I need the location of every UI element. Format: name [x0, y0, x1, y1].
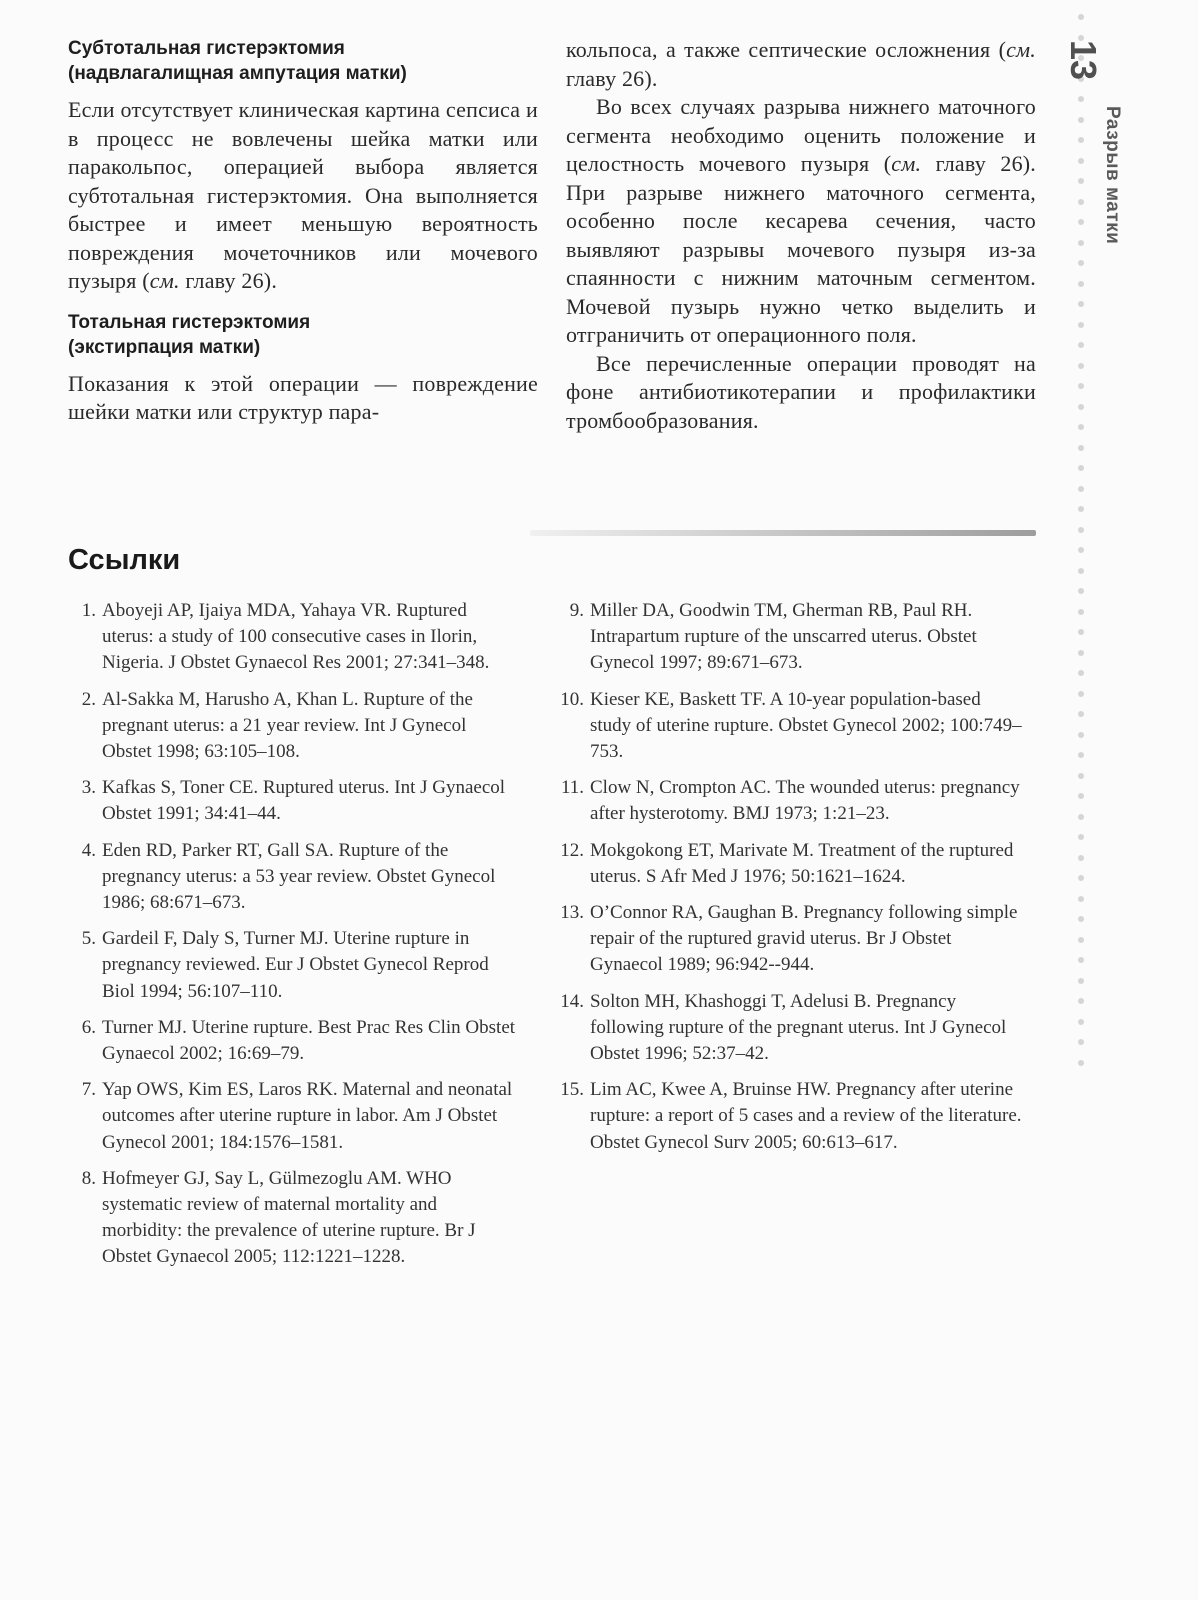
- section-heading-total: Тотальная гистерэктомия (экстирпация матки): [68, 311, 311, 358]
- reference-number: 7.: [81, 1079, 96, 1101]
- margin-dot: [1078, 752, 1084, 758]
- reference-item: [556, 598, 1026, 677]
- reference-text: O’Connor RA, Gaughan B. Pregnancy following simple repair of the ruptured gravid uterus. Br J Obstet Gynaecol 1989; 96:942--944.: [590, 902, 1018, 976]
- right-text-column: [566, 36, 1036, 449]
- margin-dot: [1078, 916, 1084, 922]
- reference-item: [556, 838, 1026, 890]
- left-text-column: [68, 36, 538, 441]
- margin-dot: [1078, 465, 1084, 471]
- reference-text: Lim AC, Kwee A, Bruinse HW. Pregnancy after uterine rupture: a report of 5 cases and a review of the literature. Obstet Gynecol Surv 2005; 60:613–617.: [590, 1079, 1022, 1153]
- reference-number: 15.: [560, 1079, 584, 1101]
- reference-text: Miller DA, Goodwin TM, Gherman RB, Paul RH. Intrapartum rupture of the unscarred uterus. Obstet Gynecol 1997; 89:671–673.: [590, 600, 977, 674]
- reference-number: 8.: [81, 1167, 96, 1189]
- margin-dot: [1078, 281, 1084, 287]
- reference-number: 9.: [569, 600, 584, 621]
- margin-dot: [1078, 711, 1084, 717]
- reference-item: [68, 1077, 520, 1156]
- margin-dot: [1078, 875, 1084, 881]
- chapter-number: 13: [1063, 40, 1104, 81]
- references-list-right: [556, 598, 1026, 1166]
- margin-dot: [1078, 404, 1084, 410]
- margin-dot: [1078, 527, 1084, 533]
- margin-dot: [1078, 342, 1084, 348]
- reference-number: 10.: [560, 688, 584, 710]
- margin-dot: [1078, 486, 1084, 492]
- reference-text: Al-Sakka M, Harusho A, Khan L. Rupture of the pregnant uterus: a 21 year review. Int J Gynecol Obstet 1998; 63:105–108.: [102, 688, 473, 763]
- reference-text: Gardeil F, Daly S, Turner MJ. Uterine rupture in pregnancy reviewed. Eur J Obstet Gynecol Reprod Biol 1994; 56:107–110.: [102, 928, 489, 1002]
- margin-dot: [1078, 240, 1084, 246]
- reference-number: 14.: [560, 990, 584, 1012]
- margin-dot: [1078, 588, 1084, 594]
- margin-dot: [1078, 137, 1084, 143]
- section-heading-subtotal: Субтотальная гистерэктомия (надвлагалищная ампутация матки): [68, 38, 407, 84]
- margin-dot: [1078, 629, 1084, 635]
- section-divider: [530, 530, 1036, 536]
- margin-dot: [1078, 609, 1084, 615]
- margin-dot: [1078, 732, 1084, 738]
- margin-dot: [1078, 937, 1084, 943]
- reference-text: Turner MJ. Uterine rupture. Best Prac Res Clin Obstet Gynaecol 2002; 16:69–79.: [102, 1016, 516, 1065]
- reference-text: Hofmeyer GJ, Say L, Gülmezoglu AM. WHO systematic review of maternal mortality and morbidity: the prevalence of uterine rupture. Br J Obstet Gynaecol 2005; 112:1221–1228.: [102, 1167, 476, 1268]
- margin-dot: [1078, 178, 1084, 184]
- reference-item: [556, 900, 1026, 979]
- reference-text: Kafkas S, Toner CE. Ruptured uterus. Int J Gynaecol Obstet 1991; 34:41–44.: [102, 777, 506, 825]
- reference-number: 12.: [560, 839, 584, 861]
- margin-dot: [1078, 998, 1084, 1004]
- reference-text: Mokgokong ET, Marivate M. Treatment of the ruptured uterus. S Afr Med J 1976; 50:1621–1624.: [590, 839, 1014, 887]
- reference-number: 3.: [81, 777, 96, 799]
- margin-dot: [1078, 14, 1084, 20]
- margin-dot: [1078, 896, 1084, 902]
- reference-number: 6.: [81, 1016, 96, 1038]
- margin-dot: [1078, 855, 1084, 861]
- margin-dot: [1078, 363, 1084, 369]
- reference-item: [68, 926, 520, 1005]
- reference-number: 2.: [81, 688, 96, 710]
- references-list-left: [68, 598, 520, 1281]
- margin-dot: [1078, 568, 1084, 574]
- reference-text: Clow N, Crompton AC. The wounded uterus: pregnancy after hysterotomy. BMJ 1973; 1:21–23.: [590, 777, 1020, 825]
- reference-text: Eden RD, Parker RT, Gall SA. Rupture of the pregnancy uterus: a 53 year review. Obstet Gynecol 1986; 68:671–673.: [102, 839, 496, 914]
- margin-dot: [1078, 793, 1084, 799]
- reference-item: [556, 687, 1026, 766]
- margin-dot: [1078, 322, 1084, 328]
- margin-dot: [1078, 424, 1084, 430]
- reference-item: [68, 838, 520, 917]
- margin-dot: [1078, 158, 1084, 164]
- reference-item: [68, 687, 520, 766]
- margin-dot: [1078, 301, 1084, 307]
- reference-item: [556, 775, 1026, 827]
- reference-item: [68, 775, 520, 827]
- reference-text: Aboyeji AP, Ijaiya MDA, Yahaya VR. Ruptured uterus: a study of 100 consecutive cases in Ilorin, Nigeria. J Obstet Gynaecol Res 2001; 27:341–348.: [102, 600, 490, 674]
- margin-dot: [1078, 199, 1084, 205]
- margin-dot: [1078, 445, 1084, 451]
- margin-dot: [1078, 691, 1084, 697]
- reference-item: [556, 1077, 1026, 1156]
- margin-dot: [1078, 957, 1084, 963]
- paragraph-total: Показания к этой операции — повреждение шейки матки или структур пара-: [68, 370, 538, 424]
- reference-text: Kieser KE, Baskett TF. A 10-year population-based study of uterine rupture. Obstet Gynecol 2002; 100:749–753.: [590, 688, 1022, 763]
- margin-dot: [1078, 814, 1084, 820]
- reference-number: 1.: [81, 600, 96, 621]
- margin-dot: [1078, 117, 1084, 123]
- margin-dot: [1078, 773, 1084, 779]
- reference-number: 13.: [560, 902, 584, 924]
- margin-dot: [1078, 96, 1084, 102]
- chapter-title: Разрыв матки: [1102, 106, 1123, 245]
- margin-dot: [1078, 506, 1084, 512]
- margin-dot: [1078, 547, 1084, 553]
- margin-dot: [1078, 1039, 1084, 1045]
- margin-dot: [1078, 383, 1084, 389]
- reference-text: Yap OWS, Kim ES, Laros RK. Maternal and neonatal outcomes after uterine rupture in labor. Am J Obstet Gynecol 2001; 184:1576–1581.: [102, 1079, 513, 1153]
- paragraph-subtotal: Если отсутствует клиническая картина сепсиса и в процесс не вовлечены шейка матки или паракольпос, операцией выбора является субтотальная гистерэктомия. Она выполняется быстрее и имеет меньшую вероятность повреждения мочеточников или мочевого пузыря (см. главу 26).: [68, 97, 538, 293]
- margin-dot: [1078, 1019, 1084, 1025]
- reference-number: 5.: [81, 928, 96, 950]
- margin-dot: [1078, 834, 1084, 840]
- margin-dot: [1078, 978, 1084, 984]
- references-title: Ссылки: [68, 544, 181, 576]
- reference-number: 11.: [560, 777, 584, 799]
- margin-dot: [1078, 1060, 1084, 1066]
- reference-item: [68, 1015, 520, 1067]
- reference-number: 4.: [81, 839, 96, 861]
- reference-item: [556, 989, 1026, 1068]
- reference-item: [68, 1166, 520, 1271]
- margin-dots-decoration: [1076, 0, 1086, 1080]
- margin-dot: [1078, 650, 1084, 656]
- margin-dot: [1078, 670, 1084, 676]
- reference-item: [68, 598, 520, 677]
- margin-dot: [1078, 219, 1084, 225]
- paragraph-continuation: кольпоса, а также септические осложнения (см. главу 26). Во всех случаях разрыва нижнего маточного сегмента необходимо оценить положение и целостность мочевого пузыря (см. главу 26). При разрыве нижнего маточного сегмента, особенно после кесарева сечения, часто выявляют разрывы мочевого пузыря из-за спаянности с нижним маточным сегментом. Мочевой пузырь нужно четко выделить и отграничить от операционного поля. Все перечисленные операции проводят на фоне антибиотикотерапии и профилактики тромбообразования.: [566, 37, 1037, 433]
- margin-dot: [1078, 260, 1084, 266]
- reference-text: Solton MH, Khashoggi T, Adelusi B. Pregnancy following rupture of the pregnant uterus. Int J Gynecol Obstet 1996; 52:37–42.: [590, 990, 1007, 1065]
